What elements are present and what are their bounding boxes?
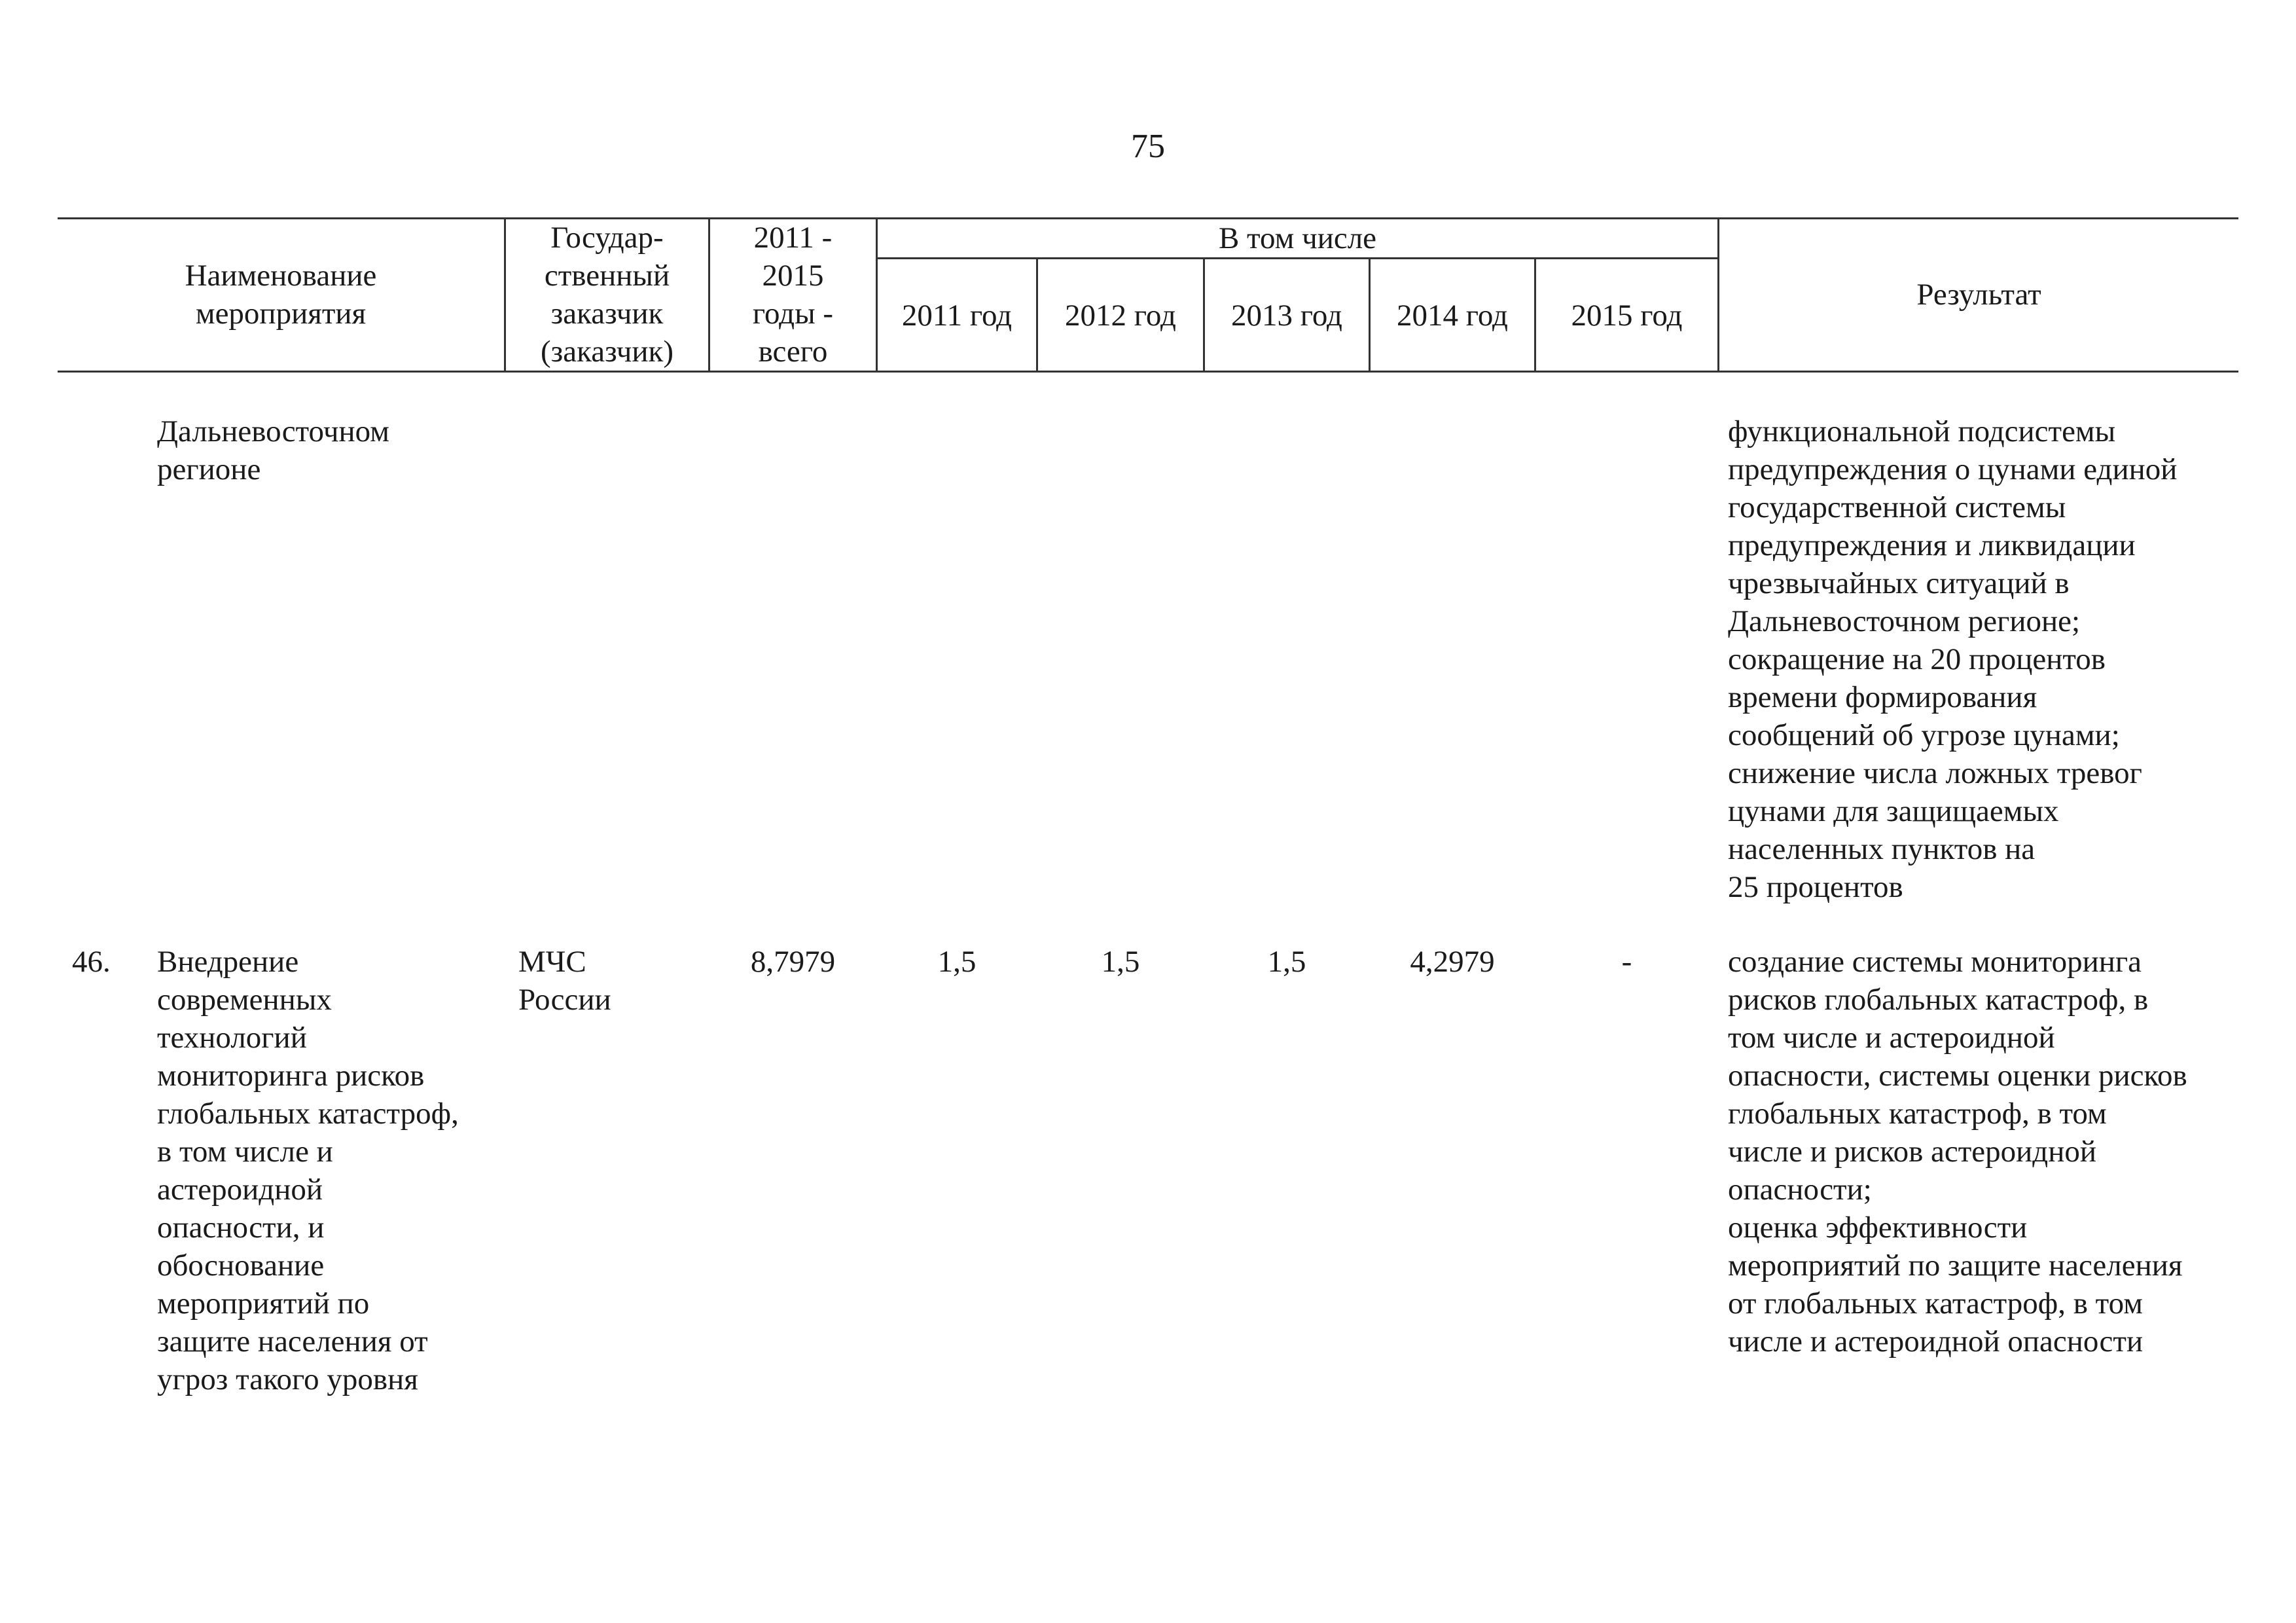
header-including: В том числе xyxy=(1218,221,1377,255)
header-2015: 2015 год xyxy=(1571,299,1683,333)
row-customer: МЧС России xyxy=(518,945,611,1017)
header-2011: 2011 год xyxy=(901,299,1013,333)
header-result: Результат xyxy=(1916,278,2041,312)
row-name: Внедрение современных технологий мониторинга рисков глобальных катастроф, в том числе и астероидной опасности, и обоснование мероприятий по защите населения от угроз такого уровня xyxy=(157,945,459,1396)
row-2015: - xyxy=(1621,945,1632,979)
page-number: 75 xyxy=(1131,128,1165,165)
header-2013: 2013 год xyxy=(1231,299,1342,333)
row-2013: 1,5 xyxy=(1267,945,1306,979)
row-2012: 1,5 xyxy=(1101,945,1140,979)
header-bottom-rule xyxy=(58,371,2238,373)
header-total: 2011 - 2015 годы - всего xyxy=(752,221,834,369)
continuation-name: Дальневосточном регионе xyxy=(157,414,389,486)
row-result: создание системы мониторинга рисков глобальных катастроф, в том числе и астероидной опасности, системы оценки рисков глобальных катастроф, в том числе и рисков астероидной опасности; оценка эффективности мероприятий по защите населения от глобальных катастроф, в том числе и астероидной опасности xyxy=(1728,945,2187,1359)
continuation-result: функциональной подсистемы предупреждения о цунами единой государственной системы предупреждения и ликвидации чрезвычайных ситуаций в Дальневосточном регионе; сокращение на 20 процентов времени формирования сообщений об угрозе цунами; снижение числа ложных тревог цунами для защищаемых населенных пунктов на 25 процентов xyxy=(1728,414,2178,904)
header-name: Наименование мероприятия xyxy=(185,259,377,331)
row-2014: 4,2979 xyxy=(1410,945,1495,979)
header-customer: Государ- ственный заказчик (заказчик) xyxy=(541,221,673,369)
header-2012: 2012 год xyxy=(1065,299,1176,333)
row-total: 8,7979 xyxy=(750,945,836,979)
header-2014: 2014 год xyxy=(1397,299,1508,333)
including-rule xyxy=(876,257,1717,259)
row-number: 46. xyxy=(72,945,111,979)
row-2011: 1,5 xyxy=(937,945,977,979)
